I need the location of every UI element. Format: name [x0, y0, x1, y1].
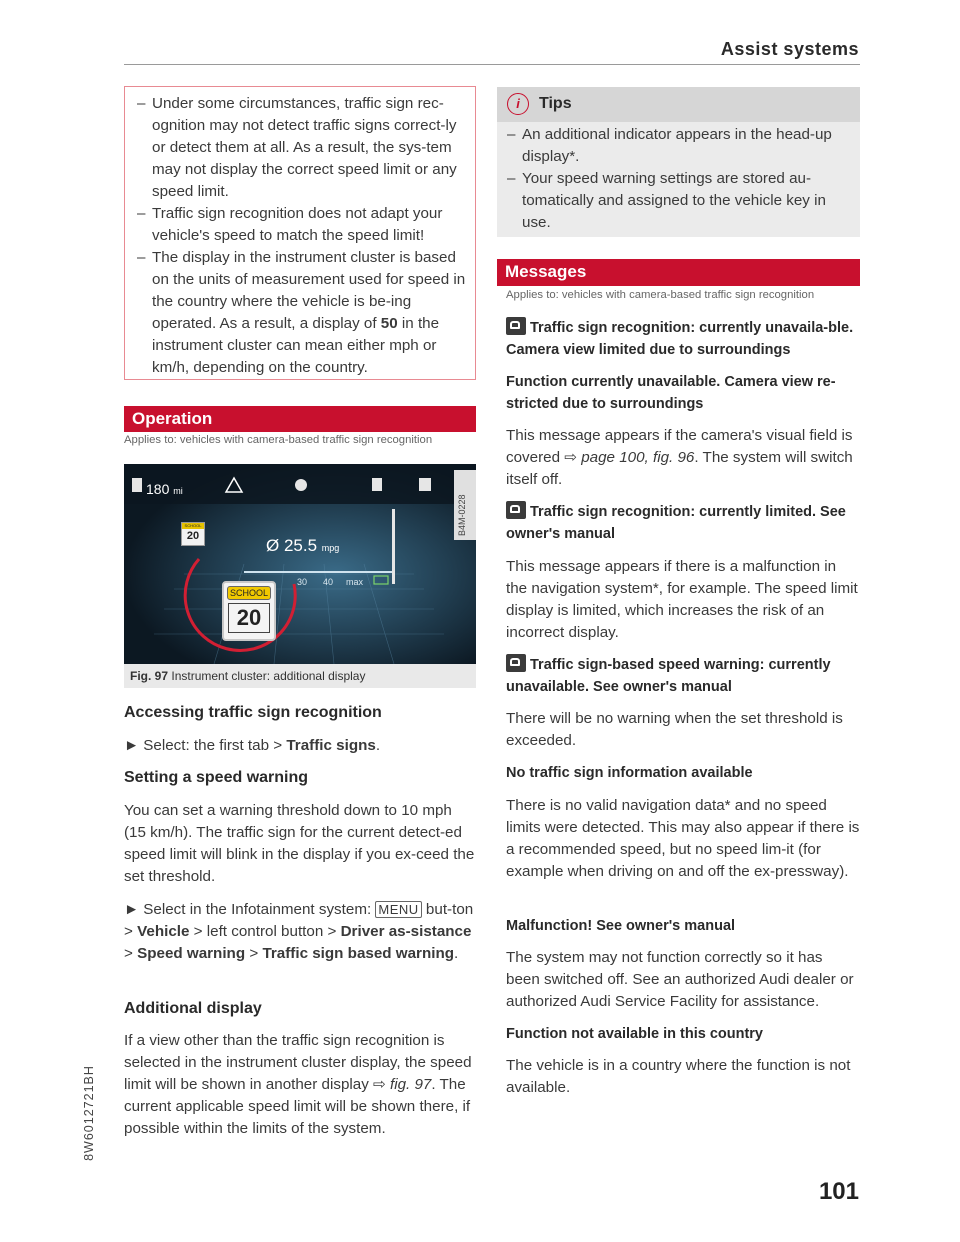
tips-box: [497, 87, 860, 237]
message-2-title: Function currently unavailable. Camera view re-stricted due to surroundings: [506, 374, 836, 412]
warning-item: – Under some circumstances, traffic sign rec-ognition may not detect traffic signs correct-ly or detect them at all. As a result, the sys-tem may not display the correct speed limit or any speed limit.: [137, 93, 467, 203]
message-5-text: There is no valid navigation data* and no speed limits were detected. This may also appear if there is a recommended speed, but no speed lim-it (for example when driving on and off the ex-pressway).: [506, 797, 860, 880]
header-rule: [124, 64, 860, 65]
instrument-cluster-figure: [124, 464, 476, 664]
message-2-text: This message appears if the camera's visual field is covered ⇨ page 100, fig. 96. The system will switch itself off.: [506, 427, 853, 488]
accessing-heading: Accessing traffic sign recognition: [124, 704, 382, 721]
image-code: B4M-0228: [457, 494, 467, 536]
additional-heading: Additional display: [124, 1000, 262, 1017]
message-1-title: Traffic sign recognition: currently unavaila-ble. Camera view limited due to surroundings: [506, 317, 860, 361]
small-school-sign: SCHOOL 20: [181, 522, 205, 546]
media-icon: [419, 478, 431, 491]
message-4-text: There will be no warning when the set threshold is exceeded.: [506, 710, 843, 749]
accessing-step: ► Select: the first tab > Traffic signs.: [124, 737, 381, 754]
setting-step: ► Select in the Infotainment system: MENU but-ton > Vehicle > left control button > Driver as-sistance > Speed warning > Traffic sign based warning.: [124, 901, 474, 962]
range-readout: 180 mi: [146, 481, 183, 497]
warning-list: [137, 93, 467, 379]
warning-item: – The display in the instrument cluster is based on the units of measurement used for speed in the country where the vehicle is be-ing operated. As a result, a display of 50 in the instrument cluster can mean either mph or km/h, depending on the country.: [137, 247, 467, 379]
scale-label-40: 40: [323, 577, 334, 587]
figure-caption: Fig. 97 Instrument cluster: additional display: [124, 664, 476, 688]
tips-header: [497, 87, 860, 122]
tip-item: – An additional indicator appears in the head-up display*.: [507, 124, 852, 168]
section-title: Assist systems: [720, 39, 859, 59]
traffic-sign-camera-icon: [506, 654, 526, 672]
message-7-text: The vehicle is in a country where the function is not available.: [506, 1057, 851, 1096]
menu-key: MENU: [375, 901, 421, 918]
page-reference: ⇨ page 100, fig. 96: [564, 449, 695, 466]
warning-box: [124, 86, 476, 380]
big-school-sign: SCHOOL 20: [222, 581, 276, 641]
message-3-text: This message appears if there is a malfunction in the navigation system*, for example. The speed limit display is limited, which increases the risk of an incorrect display.: [506, 558, 858, 641]
tips-title: Tips: [539, 95, 572, 112]
operation-applies: Applies to: vehicles with camera-based traffic sign recognition: [124, 434, 433, 446]
scale-label-max: max: [346, 577, 364, 587]
traffic-sign-camera-icon: [506, 317, 526, 335]
message-4-title: Traffic sign-based speed warning: currently unavailable. See owner's manual: [506, 654, 860, 698]
page-number: 101: [818, 1178, 859, 1205]
messages-title: Messages: [497, 259, 860, 286]
document-code: 8W6012721BH: [82, 1065, 96, 1161]
setting-heading: Setting a speed warning: [124, 769, 309, 786]
messages-applies: Applies to: vehicles with camera-based traffic sign recognition: [506, 289, 815, 301]
compass-icon: [295, 479, 307, 491]
additional-text: If a view other than the traffic sign recognition is selected in the instrument cluster display, the speed limit will be shown in another display ⇨ fig. 97. The current applicable speed limit will be shown there, if possible within the limits of the system.: [124, 1032, 472, 1137]
operation-title: Operation: [124, 406, 476, 432]
message-6-text: The system may not function correctly so it has been switched off. See an authorized Audi dealer or authorized Audi Service Facility for assistance.: [506, 949, 854, 1010]
figure-reference: ⇨ fig. 97: [373, 1076, 432, 1093]
scale-label-30: 30: [297, 577, 308, 587]
traffic-sign-camera-icon: [506, 501, 526, 519]
info-icon: i: [507, 93, 529, 115]
consumption-readout: Ø 25.5 mpg: [266, 536, 340, 555]
message-6-title: Malfunction! See owner's manual: [506, 918, 736, 934]
message-3-title: Traffic sign recognition: currently limited. See owner's manual: [506, 501, 860, 545]
tips-list: [507, 124, 852, 234]
warning-item: – Traffic sign recognition does not adapt your vehicle's speed to match the speed limit!: [137, 203, 467, 247]
fuel-pump-icon: [132, 478, 142, 492]
message-7-title: Function not available in this country: [506, 1026, 763, 1042]
tip-item: – Your speed warning settings are stored au-tomatically and assigned to the vehicle key in use.: [507, 168, 852, 234]
phone-icon: [372, 478, 382, 491]
message-5-title: No traffic sign information available: [506, 765, 753, 781]
setting-text: You can set a warning threshold down to 10 mph (15 km/h). The traffic sign for the current detect-ed speed limit will blink in the display if you ex-ceed the set threshold.: [124, 802, 475, 885]
